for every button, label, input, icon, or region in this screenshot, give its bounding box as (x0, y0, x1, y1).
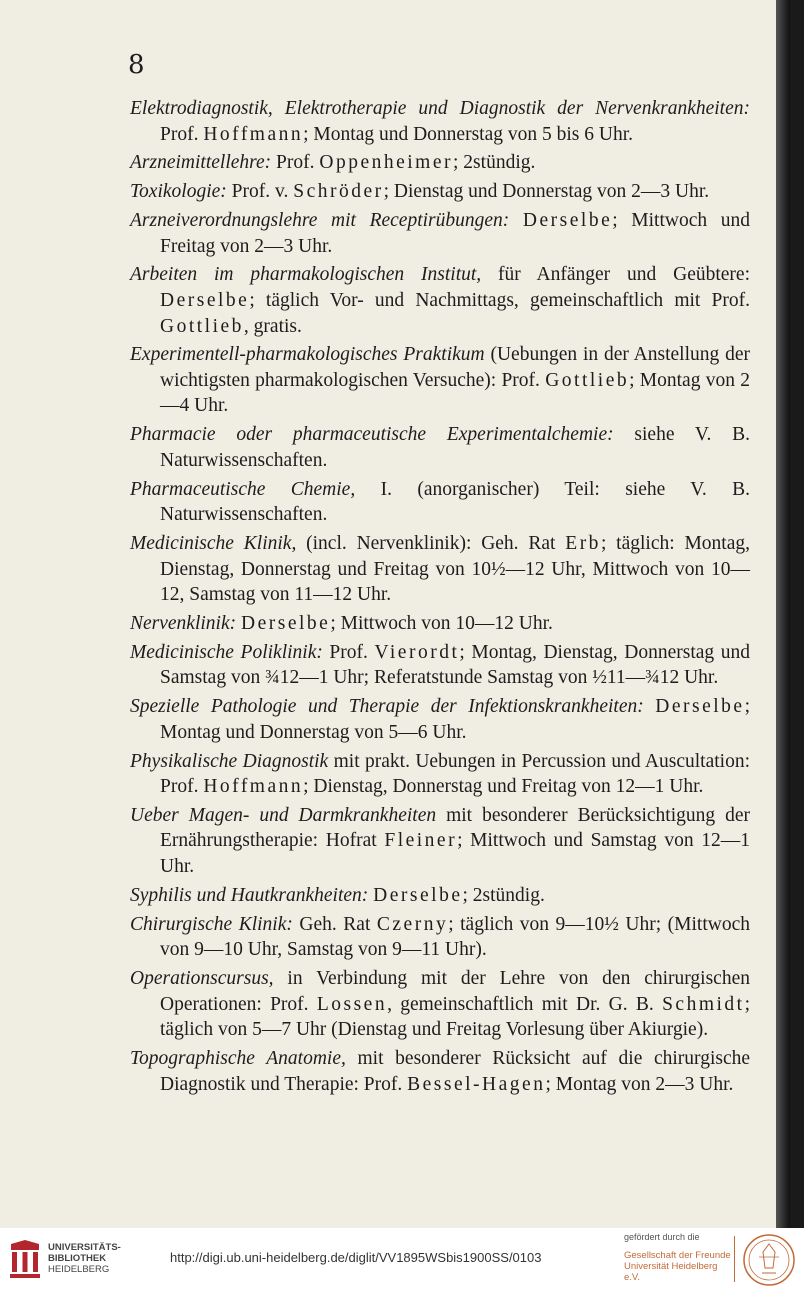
course-entry (130, 531, 750, 608)
course-details: mit prakt. Uebungen in Percussion und Auscultation: Prof. (160, 750, 750, 798)
course-title: Syphilis und Hautkrankheiten: (130, 884, 369, 906)
course-details: , gemeinschaftlich mit Dr. G. B. (387, 993, 663, 1015)
course-entry (130, 179, 750, 205)
course-title: Medicinische Poliklinik: (130, 641, 323, 663)
lecturer-name: Vierordt (374, 641, 460, 663)
sponsor-name-line: Gesellschaft der Freunde (624, 1250, 731, 1261)
course-details: Prof. (322, 641, 375, 663)
course-entry (130, 966, 750, 1043)
course-title: Chirurgische Klinik: (130, 913, 293, 935)
sponsor-name-line: Universität Heidelberg e.V. (624, 1261, 718, 1283)
course-details: ; Mittwoch und Freitag von 2—3 Uhr. (160, 209, 751, 257)
lecturer-name: Oppenheimer (319, 152, 454, 174)
course-details: ; täglich: Montag, Dienstag, Donnerstag und Freitag von 10½—12 Uhr, Mittwoch von 10—12, Samstag von 11—12 Uhr. (160, 533, 751, 606)
course-title: Arzneiverordnungslehre mit Receptirübungen: (130, 209, 510, 231)
lecturer-name: Bessel-Hagen (407, 1073, 546, 1095)
course-title: Arbeiten im pharmakologischen Institut, (130, 264, 482, 286)
library-name-line: HEIDELBERG (48, 1264, 110, 1275)
course-entry (130, 150, 750, 176)
course-title: Arzneimittellehre: (130, 152, 272, 174)
university-seal-icon (742, 1233, 796, 1287)
course-details: ; täglich von 9—10½ Uhr; (Mittwoch von 9—10 Uhr, Samstag von 9—11 Uhr). (160, 913, 750, 961)
course-details: mit besonderer Berücksichtigung der Ernährungstherapie: Hofrat (160, 804, 751, 852)
page-edge-shadow (776, 0, 790, 1228)
course-details: für Anfänger und Geübtere: (481, 264, 750, 286)
course-entry (130, 694, 750, 745)
library-name-line: BIBLIOTHEK (48, 1253, 107, 1264)
course-details: ; Dienstag und Donnerstag von 2—3 Uhr. (383, 181, 710, 203)
course-title: Experimentell-pharmakologisches Praktikum (130, 344, 485, 366)
lecturer-name: Czerny (376, 913, 449, 935)
course-entry (130, 262, 750, 339)
sponsor-name (624, 1250, 734, 1283)
lecturer-name: Schmidt (662, 993, 745, 1015)
lecturer-name: Gottlieb (545, 369, 630, 391)
library-name-line: UNIVERSITÄTS- (48, 1242, 121, 1253)
course-title: Medicinische Klinik, (130, 533, 297, 554)
course-details: ; Dienstag, Donnerstag und Freitag von 12—1 Uhr. (303, 776, 704, 798)
course-title: Operationscursus, (130, 968, 274, 989)
course-details: Prof. (160, 123, 204, 145)
page-number: 8 (128, 50, 145, 80)
course-details: , gratis. (243, 315, 302, 337)
course-details: Geh. Rat (292, 913, 377, 935)
course-entry (130, 477, 750, 528)
course-entry (130, 208, 750, 259)
lecturer-name: Hoffmann (203, 123, 304, 145)
course-entry (130, 749, 750, 800)
lecturer-name: Hoffmann (203, 776, 304, 798)
lecturer-name: Derselbe (373, 884, 463, 906)
course-entry (130, 96, 750, 147)
library-name (48, 1242, 138, 1275)
course-details: ; Montag, Dienstag, Donnerstag und Samstag von ¾12—1 Uhr; Referatstunde Samstag von ½11—¾12 Uhr. (160, 641, 750, 689)
university-library-logo-icon (8, 1238, 42, 1280)
lecturer-name: Schröder (293, 181, 384, 203)
course-entry (130, 912, 750, 963)
course-entry (130, 640, 750, 691)
course-entry (130, 611, 750, 637)
lecturer-name: Gottlieb (160, 315, 244, 337)
course-details: ; Montag und Donnerstag von 5—6 Uhr. (160, 696, 751, 743)
course-title: Pharmaceutische Chemie, (130, 478, 356, 500)
lecturer-name: Derselbe (241, 612, 331, 634)
sponsor-label: gefördert durch die (624, 1232, 700, 1242)
permalink-url[interactable]: http://digi.ub.uni-heidelberg.de/diglit/VV1895WSbis1900SS/0103 (170, 1250, 542, 1265)
course-entry (130, 803, 750, 880)
course-details: Prof. (271, 152, 320, 174)
course-entry (130, 422, 750, 473)
course-title: Nervenklinik: (130, 612, 237, 634)
course-details: ; täglich Vor- und Nachmittags, gemeinschaftlich mit Prof. (249, 289, 750, 311)
course-details: ; Montag von 2—3 Uhr. (545, 1073, 734, 1095)
course-details: Prof. v. (226, 181, 294, 203)
course-details: siehe V. B. Naturwissenschaften. (160, 424, 751, 471)
lecturer-name: Lossen (316, 993, 388, 1015)
course-details: mit besonderer Rücksicht auf die chirurgische Diagnostik und Therapie: Prof. (160, 1047, 751, 1095)
course-title: Physikalische Diagnostik (130, 750, 329, 772)
footer-divider (734, 1236, 735, 1282)
lecturer-name: Derselbe (655, 696, 745, 718)
course-title: Spezielle Pathologie und Therapie der Infektionskrankheiten: (130, 696, 644, 718)
lecturer-name: Derselbe (160, 289, 250, 311)
course-details: ; Mittwoch und Samstag von 12—1 Uhr. (160, 830, 751, 878)
lecturer-name: Derselbe (522, 209, 613, 231)
course-title: Ueber Magen- und Darmkrankheiten (130, 804, 437, 826)
course-details: ; 2stündig. (462, 884, 545, 906)
course-details: ; Montag von 2—4 Uhr. (160, 369, 750, 417)
course-details: in Verbindung mit der Lehre von den chirurgischen Operationen: Prof. (160, 968, 750, 1015)
course-details: (Uebungen in der Anstellung der wichtigsten pharmakologischen Versuche): Prof. (160, 344, 750, 391)
lecturer-name: Fleiner (384, 830, 458, 852)
course-title: Elektrodiagnostik, Elektrotherapie und Diagnostik der Nervenkrankheiten: (130, 98, 750, 119)
course-details: I. (anorganischer) Teil: siehe V. B. Naturwissenschaften. (160, 478, 750, 526)
course-details: ; täglich von 5—7 Uhr (Dienstag und Freitag Vorlesung über Akiurgie). (160, 993, 750, 1041)
course-title: Toxikologie: (130, 181, 227, 203)
course-title: Topographische Anatomie, (130, 1047, 346, 1069)
lecturer-name: Erb (565, 533, 601, 554)
course-details (644, 696, 656, 717)
viewer-footer (0, 1228, 804, 1290)
course-details (509, 210, 523, 231)
course-entry (130, 883, 750, 909)
course-title: Pharmacie oder pharmaceutische Experimentalchemie: (130, 424, 614, 446)
course-details: ; Montag und Donnerstag von 5 bis 6 Uhr. (303, 123, 633, 145)
course-details: ; Mittwoch von 10—12 Uhr. (330, 612, 553, 634)
course-entry (130, 1046, 750, 1097)
course-details: (incl. Nervenklinik): Geh. Rat (296, 533, 566, 554)
course-entry (130, 342, 750, 419)
course-details: ; 2stündig. (453, 152, 536, 174)
course-listing (130, 96, 750, 1100)
